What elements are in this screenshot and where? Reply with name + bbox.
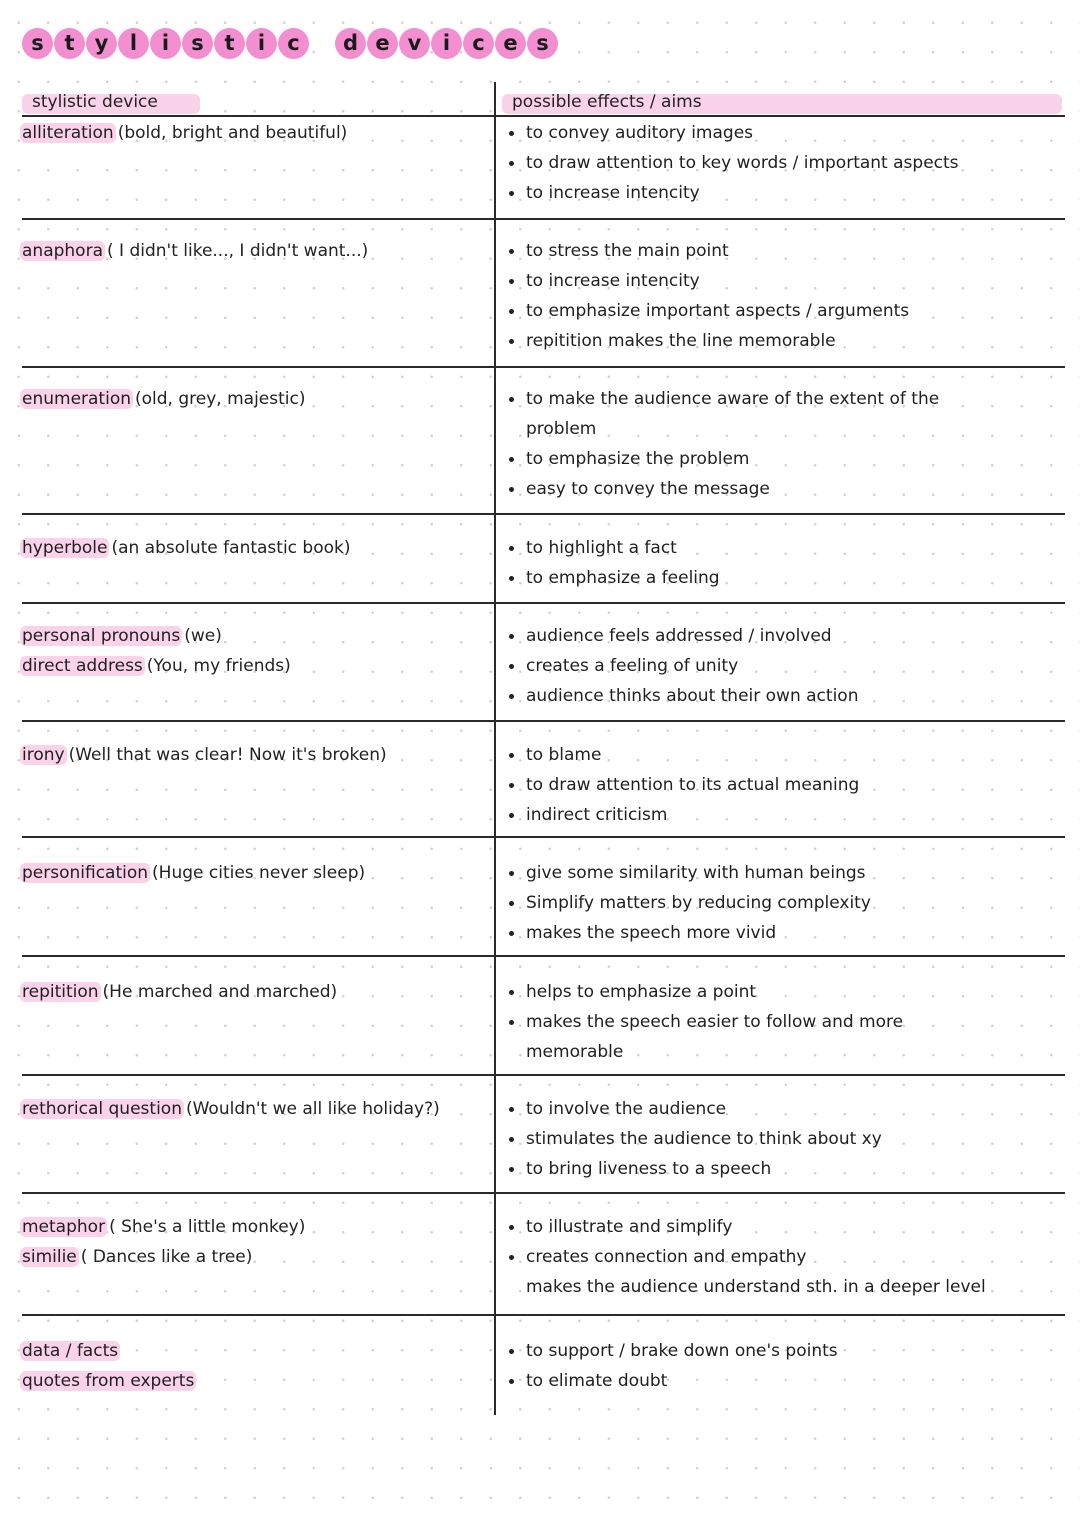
device-entry [20,118,490,148]
device-name: hyperbole [22,538,108,558]
device-name: personal pronouns [22,626,181,646]
row-divider [22,955,1065,957]
row-divider [22,720,1065,722]
header-effects: possible effects / aims [512,92,702,112]
effect-item: makes the audience understand sth. in a deeper level [526,1277,986,1297]
title-letter-bubble: c [463,28,494,59]
effect-item: to draw attention to its actual meaning [504,770,1074,800]
effect-item-continuation: memorable [526,1042,624,1062]
device-example: (Well that was clear! Now it's broken) [68,745,387,765]
device-example: (an absolute fantastic book) [111,538,351,558]
device-name: anaphora [22,241,103,261]
device-name: data / facts [22,1341,119,1361]
effect-item: repitition makes the line memorable [504,326,1074,356]
effect-item: to convey auditory images [504,118,1074,148]
device-entry [20,621,490,651]
title-letter-bubble: e [367,28,398,59]
effect-item: makes the speech easier to follow and more [504,1007,1074,1037]
devices-table [18,82,1065,1415]
effect-item: helps to emphasize a point [504,977,1074,1007]
row-divider [22,366,1065,368]
title-letter-bubble: c [278,28,309,59]
title-letter-bubble: t [214,28,245,59]
device-name: irony [22,745,65,765]
device-name: direct address [22,656,143,676]
effect-item: to stress the main point [504,236,1074,266]
column-divider [494,82,496,1415]
effect-item: audience feels addressed / involved [504,621,1074,651]
effect-item: indirect criticism [504,800,1074,830]
title-letter-bubble: i [246,28,277,59]
effect-item: Simplify matters by reducing complexity [504,888,1074,918]
page-title [22,26,584,60]
device-entry [20,533,490,563]
title-letter-bubble: i [150,28,181,59]
device-entry [20,651,490,681]
row-divider [22,836,1065,838]
device-example: ( Dances like a tree) [80,1247,253,1267]
device-entry [20,1336,490,1366]
title-letter-bubble: l [118,28,149,59]
device-name: repitition [22,982,99,1002]
title-letter-bubble: s [182,28,213,59]
device-name: similie [22,1247,77,1267]
device-example: (old, grey, majestic) [135,389,306,409]
device-example: ( She's a little monkey) [109,1217,306,1237]
device-example: (You, my friends) [146,656,291,676]
title-letter-bubble: d [335,28,366,59]
effect-item: give some similarity with human beings [504,858,1074,888]
title-letter-bubble: v [399,28,430,59]
title-letter-bubble: s [22,28,53,59]
device-entry [20,740,490,770]
effect-item: makes the speech more vivid [504,918,1074,948]
device-entry [20,1242,490,1272]
device-example: (bold, bright and beautiful) [117,123,348,143]
device-name: alliteration [22,123,114,143]
title-word-devices [335,28,558,59]
effect-item: to emphasize a feeling [504,563,1074,593]
effect-item: to illustrate and simplify [504,1212,1074,1242]
device-entry [20,1366,490,1396]
device-name: rethorical question [22,1099,182,1119]
row-divider [22,1074,1065,1076]
device-example: (Huge cities never sleep) [152,863,366,883]
effect-item: to increase intencity [504,266,1074,296]
effect-item: to bring liveness to a speech [504,1154,1074,1184]
device-name: enumeration [22,389,131,409]
device-example: (Wouldn't we all like holiday?) [185,1099,440,1119]
device-entry [20,1094,490,1124]
effect-item: easy to convey the message [504,474,1074,504]
effect-item: to involve the audience [504,1094,1074,1124]
device-entry [20,858,490,888]
effect-item: creates a feeling of unity [504,651,1074,681]
device-example: (He marched and marched) [102,982,338,1002]
row-divider [22,602,1065,604]
row-divider [22,1192,1065,1194]
row-divider [22,1314,1065,1316]
title-letter-bubble: t [54,28,85,59]
row-divider [22,218,1065,220]
effect-item: audience thinks about their own action [504,681,1074,711]
title-letter-bubble: e [495,28,526,59]
row-divider [22,513,1065,515]
effect-item: creates connection and empathy [504,1242,1074,1272]
effect-item-continuation: problem [526,419,597,439]
effect-item: to draw attention to key words / important aspects [504,148,1074,178]
effect-item: to support / brake down one's points [504,1336,1074,1366]
effect-item: to emphasize important aspects / arguments [504,296,1074,326]
effect-item: to blame [504,740,1074,770]
effect-item: to make the audience aware of the extent of the [504,384,1074,414]
device-entry [20,1212,490,1242]
device-example: (we) [184,626,222,646]
title-letter-bubble: y [86,28,117,59]
effect-item: stimulates the audience to think about xy [504,1124,1074,1154]
header-rule [22,115,1065,117]
device-name: metaphor [22,1217,106,1237]
effect-item: to emphasize the problem [504,444,1074,474]
title-letter-bubble: s [527,28,558,59]
device-entry [20,236,490,266]
device-entry [20,977,490,1007]
device-example: ( I didn't like..., I didn't want...) [106,241,369,261]
device-name: personification [22,863,149,883]
device-entry [20,384,490,414]
header-device: stylistic device [32,92,158,112]
title-word-stylistic [22,28,309,59]
device-name: quotes from experts [22,1371,195,1391]
effect-item: to increase intencity [504,178,1074,208]
effect-item: to elimate doubt [504,1366,1074,1396]
effect-item: to highlight a fact [504,533,1074,563]
title-letter-bubble: i [431,28,462,59]
